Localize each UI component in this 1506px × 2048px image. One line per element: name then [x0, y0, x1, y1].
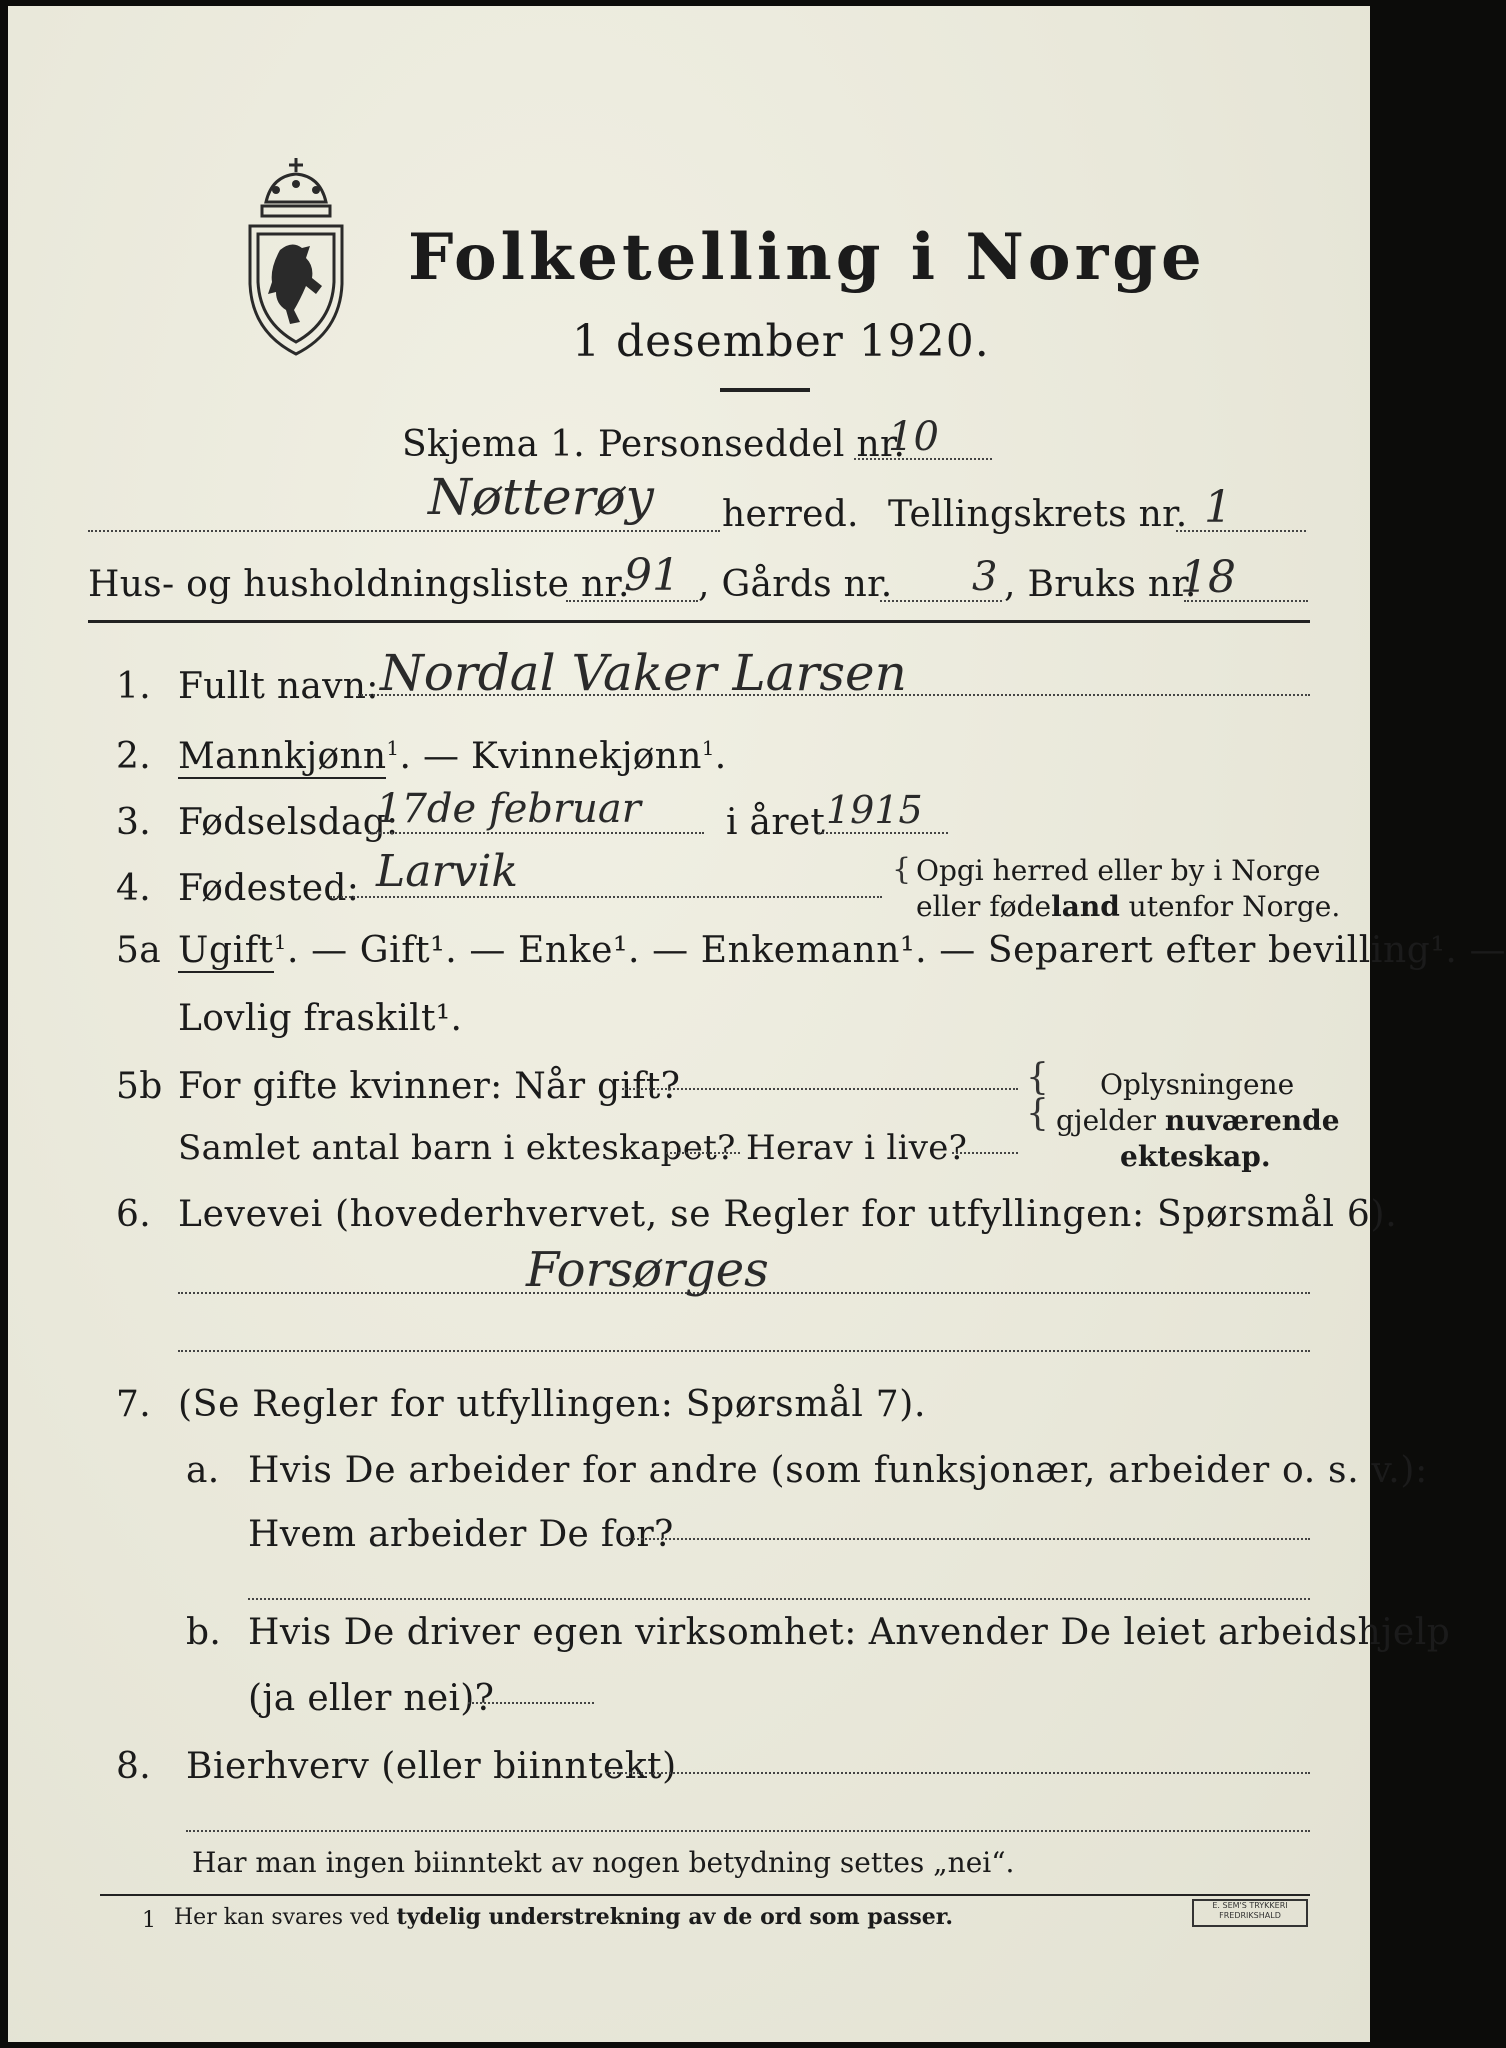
- schema-label: Skjema 1.: [402, 424, 586, 465]
- q5a-other-options: . — Gift¹. — Enke¹. — Enkemann¹. — Separert efter bevilling¹. —: [287, 930, 1506, 971]
- q5b-note-text-a: gjelder: [1056, 1104, 1165, 1137]
- printer-stamp-line1: E. SEM'S TRYKKERI: [1212, 1901, 1288, 1910]
- year-label: i året: [726, 802, 826, 843]
- q7-label: (Se Regler for utfyllingen: Spørsmål 7).: [178, 1384, 927, 1425]
- q4-note-text-c: utenfor Norge.: [1119, 890, 1341, 923]
- printer-stamp: [1192, 1899, 1308, 1927]
- q5b-line1: For gifte kvinner: Når gift?: [178, 1066, 681, 1107]
- q8-label: Bierhverv (eller biinntekt): [186, 1746, 677, 1787]
- q4-brace: {: [892, 852, 912, 887]
- printer-stamp-line2: FREDRIKSHALD: [1219, 1911, 1281, 1920]
- title-divider: [720, 388, 810, 392]
- q6-line2: [178, 1350, 1310, 1352]
- gards-line: [880, 600, 1002, 602]
- birth-year-value: 1915: [826, 788, 923, 832]
- footnote-text-a: Her kan svares ved: [174, 1905, 397, 1930]
- year-line: [818, 832, 948, 834]
- q8-number: 8.: [116, 1746, 151, 1787]
- q6-number: 6.: [116, 1194, 151, 1235]
- birthday-value: 17de februar: [376, 786, 641, 832]
- q5b-children-label: Samlet antal barn i ekteskapet?: [178, 1128, 736, 1168]
- q4-note-text-a: eller føde: [916, 890, 1052, 923]
- herred-line: [88, 530, 720, 532]
- q5a-options: Ugift$^1$. — Gift¹. — Enke¹. — Enkemann¹. — Separert efter bevilling¹. —: [178, 930, 1506, 971]
- q5b-number: 5b: [116, 1066, 163, 1107]
- bruks-label: , Bruks nr.: [1004, 564, 1197, 605]
- q5b-note-line1: Oplysningene: [1100, 1068, 1295, 1101]
- hus-label: Hus- og husholdningsliste nr.: [88, 564, 630, 605]
- footnote-text-b: tydelig understrekning av de ord som passer.: [396, 1904, 954, 1930]
- gards-value: 3: [972, 554, 998, 600]
- q6-label: Levevei (hovederhvervet, se Regler for utfyllingen: Spørsmål 6).: [178, 1194, 1398, 1235]
- census-date: 1 desember 1920.: [572, 316, 990, 367]
- q7b-letter: b.: [186, 1612, 222, 1653]
- hus-value: 91: [624, 550, 680, 601]
- census-form-page: [8, 6, 1506, 2042]
- q1-number: 1.: [116, 666, 151, 707]
- q7b-line1: Hvis De driver egen virksomhet: Anvender De leiet arbeidshjelp: [248, 1612, 1451, 1653]
- q4-label: Fødested:: [178, 868, 360, 909]
- q2-end: .: [714, 736, 727, 777]
- q7b-line2: (ja eller nei)?: [248, 1678, 495, 1719]
- ugift-option: Ugift: [178, 930, 274, 971]
- q7a-extra-line: [248, 1598, 1310, 1600]
- q5b-note-line2: [1056, 1104, 1340, 1137]
- herred-label: herred.: [722, 494, 859, 535]
- q7b-line: [468, 1702, 594, 1704]
- occupation-value: Forsørges: [526, 1242, 769, 1298]
- q7a-line1: Hvis De arbeider for andre (som funksjonær, arbeider o. s. v.):: [248, 1450, 1428, 1491]
- birthplace-value: Larvik: [376, 846, 519, 897]
- q3-number: 3.: [116, 802, 151, 843]
- herred-value: Nøtterøy: [428, 468, 654, 526]
- q2-options: Mannkjønn$^1$. — Kvinnekjønn$^1$.: [178, 736, 727, 777]
- q8-line2: [186, 1830, 1310, 1832]
- q8-line1: [606, 1772, 1310, 1774]
- full-name-value: Nordal Vaker Larsen: [380, 644, 907, 702]
- q7-number: 7.: [116, 1384, 151, 1425]
- q4-note-line2: [916, 890, 1340, 923]
- header-rule: [88, 620, 1310, 623]
- q5a-number: 5a: [116, 930, 161, 971]
- q3-line: [368, 832, 704, 834]
- bruks-value: 18: [1180, 552, 1236, 603]
- tellingskrets-label: Tellingskrets nr.: [888, 494, 1188, 535]
- q2-separator: . —: [399, 736, 471, 777]
- footnote-rule: [100, 1894, 1310, 1896]
- kvinnekjonn-option: Kvinnekjønn: [470, 736, 702, 777]
- form-title: Folketelling i Norge: [408, 220, 1206, 295]
- q1-label: Fullt navn:: [178, 666, 379, 707]
- q7a-letter: a.: [186, 1450, 220, 1491]
- personseddel-label: Personseddel nr.: [598, 424, 906, 465]
- q3-label: Fødselsdag:: [178, 802, 399, 843]
- footnote-mark: 1: [142, 1908, 156, 1933]
- q4-number: 4.: [116, 868, 151, 909]
- q2-number: 2.: [116, 736, 151, 777]
- q5b-children-line: [666, 1152, 740, 1154]
- personseddel-value: 10: [888, 414, 939, 460]
- q5b-note-line3: ekteskap.: [1120, 1140, 1271, 1173]
- q5a-line2: Lovlig fraskilt¹.: [178, 998, 463, 1039]
- q7a-line2: Hvem arbeider De for?: [248, 1514, 674, 1555]
- q5b-note-text-b: nuværende: [1164, 1104, 1340, 1137]
- gards-label: , Gårds nr.: [698, 564, 893, 605]
- q5b-alive-line: [952, 1152, 1018, 1154]
- q4-note-text-b: land: [1051, 890, 1120, 923]
- q5b-alive-label: Herav i live?: [746, 1128, 968, 1168]
- tellingskrets-line: [1176, 530, 1306, 532]
- footnote-text: [174, 1904, 953, 1930]
- q5b-married-line: [622, 1088, 1018, 1090]
- q4-note-line1: Opgi herred eller by i Norge: [916, 854, 1321, 887]
- mannkjonn-option: Mannkjønn: [178, 736, 387, 777]
- q7a-line: [626, 1538, 1310, 1540]
- tellingskrets-value: 1: [1204, 482, 1232, 533]
- q8-note: Har man ingen biinntekt av nogen betydning settes „nei“.: [192, 1846, 1015, 1879]
- q5b-brace: { {: [1026, 1057, 1049, 1134]
- coat-of-arms-icon: [236, 154, 356, 360]
